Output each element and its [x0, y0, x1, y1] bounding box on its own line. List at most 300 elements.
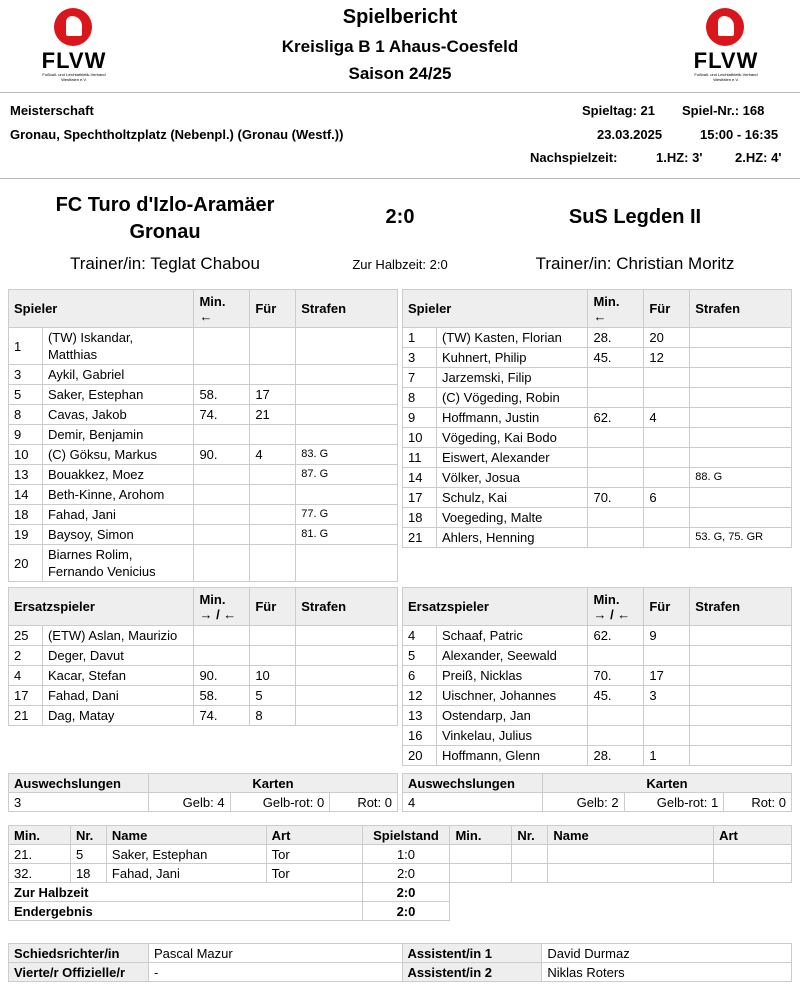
assistant1-name: David Durmaz: [542, 944, 792, 963]
player-name: [42, 485, 194, 505]
cards-header: Karten: [148, 774, 397, 793]
sub-minute: 58.: [194, 686, 250, 706]
penalties: [296, 425, 398, 445]
subs-header: Ersatzspieler: [403, 588, 588, 626]
for-header: Für: [644, 290, 690, 328]
penalties: [690, 646, 792, 666]
player-name-line: Kacar, Stefan: [47, 668, 127, 683]
goal-nr-header: Nr.: [70, 826, 106, 845]
goal-score: 1:0: [362, 845, 450, 864]
player-name: [436, 428, 588, 448]
player-name: [436, 646, 588, 666]
player-row: [403, 726, 792, 746]
sub-for: 17: [644, 666, 690, 686]
player-name: [42, 425, 194, 445]
player-name: [436, 388, 588, 408]
sub-for: 21: [250, 405, 296, 425]
player-name: [436, 508, 588, 528]
penalties: [690, 448, 792, 468]
sub-minute: [588, 368, 644, 388]
penalties-header: Strafen: [690, 588, 792, 626]
halftime-result: 2:0: [362, 883, 450, 902]
player-name: [436, 348, 588, 368]
player-row: [9, 365, 398, 385]
player-row: [9, 686, 398, 706]
goal-away-empty: [512, 845, 548, 864]
player-row: [9, 525, 398, 545]
player-name-line: Kuhnert, Philip: [441, 350, 527, 365]
player-name-line: (C) Göksu, Markus: [47, 447, 158, 462]
sub-minute: [194, 425, 250, 445]
player-number: 3: [9, 365, 43, 385]
away-stats-table: [402, 773, 792, 812]
penalties: [690, 508, 792, 528]
player-name-line: Schulz, Kai: [441, 490, 507, 505]
player-name: [436, 686, 588, 706]
penalties: [296, 485, 398, 505]
goal-score: 2:0: [362, 864, 450, 883]
player-name: [436, 746, 588, 766]
player-row: [403, 626, 792, 646]
player-name-line: (TW) Kasten, Florian: [441, 330, 562, 345]
player-name-line: Beth-Kinne, Arohom: [47, 487, 165, 502]
sub-for: [250, 485, 296, 505]
assistant1-label: Assistent/in 1: [402, 944, 542, 963]
player-number: 8: [9, 405, 43, 425]
match-date: 23.03.2025: [597, 127, 663, 142]
player-number: 9: [403, 408, 437, 428]
sub-minute: 74.: [194, 405, 250, 425]
player-name-line: Hoffmann, Glenn: [441, 748, 540, 763]
player-row: [403, 508, 792, 528]
player-number: 3: [403, 348, 437, 368]
player-name: [436, 468, 588, 488]
player-name-line: Preiß, Nicklas: [441, 668, 523, 683]
sub-minute: [194, 485, 250, 505]
player-name-line: Matthias: [47, 347, 98, 362]
player-row: [9, 328, 398, 365]
competition: Meisterschaft: [10, 103, 94, 118]
player-name-line: Fernando Venicius: [47, 564, 156, 579]
player-row: [403, 488, 792, 508]
penalties: 83. G: [296, 445, 398, 465]
player-number: 1: [403, 328, 437, 348]
player-name-line: (C) Vögeding, Robin: [441, 390, 560, 405]
player-number: 14: [9, 485, 43, 505]
sub-minute: [588, 448, 644, 468]
sub-minute: 90.: [194, 666, 250, 686]
player-name-line: Fahad, Dani: [47, 688, 119, 703]
player-row: [403, 646, 792, 666]
goal-type-header: Art: [266, 826, 362, 845]
player-name-line: Vögeding, Kai Bodo: [441, 430, 557, 445]
final-result: 2:0: [362, 902, 450, 921]
player-name: [42, 545, 194, 582]
sub-for: [644, 448, 690, 468]
penalties: [690, 666, 792, 686]
player-name: [42, 465, 194, 485]
home-subs-table: [8, 587, 398, 726]
sub-for: [250, 365, 296, 385]
player-number: 7: [403, 368, 437, 388]
player-number: 10: [9, 445, 43, 465]
sub-for: 12: [644, 348, 690, 368]
sub-for: 20: [644, 328, 690, 348]
subs-header: Ersatzspieler: [9, 588, 194, 626]
player-row: [9, 485, 398, 505]
player-name-line: Biarnes Rolim,: [47, 547, 133, 562]
player-name-line: Alexander, Seewald: [441, 648, 557, 663]
league-name: Kreisliga B 1 Ahaus-Coesfeld: [281, 37, 519, 56]
sub-for: [644, 646, 690, 666]
final-label: Endergebnis: [9, 902, 363, 921]
player-row: [403, 328, 792, 348]
goal-scorer: Fahad, Jani: [106, 864, 266, 883]
sub-for: [250, 328, 296, 365]
match-time: 15:00 - 16:35: [700, 127, 779, 142]
extra-time-first-half: 1.HZ: 3': [656, 150, 703, 165]
player-name-line: (TW) Iskandar,: [47, 330, 134, 345]
matchday: Spieltag: 21: [582, 103, 655, 118]
player-name-line: Schaaf, Patric: [441, 628, 523, 643]
goal-away-empty: [714, 864, 792, 883]
goal-min-header: Min.: [9, 826, 71, 845]
penalties: 77. G: [296, 505, 398, 525]
player-number: 9: [9, 425, 43, 445]
referee-label: Schiedsrichter/in: [9, 944, 149, 963]
sub-minute: [588, 428, 644, 448]
sub-minute: 70.: [588, 488, 644, 508]
sub-for: [250, 525, 296, 545]
player-row: [403, 666, 792, 686]
sub-minute: [194, 365, 250, 385]
penalties: [690, 726, 792, 746]
player-number: 14: [403, 468, 437, 488]
player-name: [436, 528, 588, 548]
halftime-label: Zur Halbzeit: [9, 883, 363, 902]
yellow-red-cards: Gelb-rot: 1: [624, 793, 724, 812]
away-team-name: SuS Legden II: [568, 206, 702, 228]
sub-minute: [588, 508, 644, 528]
goal-away-empty: [548, 864, 714, 883]
player-name-line: Uischner, Johannes: [441, 688, 557, 703]
substitutions-header: Auswechslungen: [403, 774, 543, 793]
yellow-cards: Gelb: 2: [542, 793, 624, 812]
player-name: [42, 706, 194, 726]
player-number: 25: [9, 626, 43, 646]
player-name-line: Dag, Matay: [47, 708, 115, 723]
player-number: 17: [9, 686, 43, 706]
flvw-logo-right: FLVW Fußball- und Leichtathletik-Verband Westfalen e.V.: [688, 4, 764, 80]
penalties: [690, 626, 792, 646]
player-row: [9, 445, 398, 465]
extra-time-second-half: 2.HZ: 4': [735, 150, 782, 165]
min-header: Min. → / ←: [588, 588, 644, 626]
player-row: [403, 528, 792, 548]
officials-table: [8, 943, 792, 982]
goal-type: Tor: [266, 845, 362, 864]
match-number: Spiel-Nr.: 168: [682, 103, 765, 118]
player-name: [436, 488, 588, 508]
player-row: [9, 405, 398, 425]
substitutions-count: 3: [9, 793, 149, 812]
player-name-line: Ahlers, Henning: [441, 530, 535, 545]
player-row: [9, 646, 398, 666]
goal-type-header-away: Art: [714, 826, 792, 845]
player-name: [42, 445, 194, 465]
player-name: [436, 368, 588, 388]
player-name-line: Vinkelau, Julius: [441, 728, 533, 743]
player-name-line: Deger, Davut: [47, 648, 124, 663]
goal-min-header-away: Min.: [450, 826, 512, 845]
halftime-score: Zur Halbzeit: 2:0: [352, 257, 448, 272]
player-name-line: Ostendarp, Jan: [441, 708, 531, 723]
goal-score-header: Spielstand: [362, 826, 450, 845]
sub-for: [250, 626, 296, 646]
player-name: [42, 525, 194, 545]
players-header: Spieler: [9, 290, 194, 328]
sub-for: 8: [250, 706, 296, 726]
sub-for: [250, 646, 296, 666]
player-row: [403, 746, 792, 766]
away-players-table: [402, 289, 792, 548]
player-number: 21: [9, 706, 43, 726]
penalties: 81. G: [296, 525, 398, 545]
sub-minute: [588, 726, 644, 746]
player-number: 4: [403, 626, 437, 646]
player-name: [42, 385, 194, 405]
player-number: 13: [403, 706, 437, 726]
flvw-logo-left: FLVW Fußball- und Leichtathletik-Verband Westfalen e.V.: [36, 4, 112, 80]
assistant2-name: Niklas Roters: [542, 963, 792, 982]
min-header: Min. → / ←: [194, 588, 250, 626]
sub-for: 1: [644, 746, 690, 766]
sub-for: 10: [250, 666, 296, 686]
player-name: [436, 706, 588, 726]
yellow-red-cards: Gelb-rot: 0: [230, 793, 330, 812]
goal-away-empty: [548, 845, 714, 864]
player-name: [42, 365, 194, 385]
extra-time-label: Nachspielzeit:: [530, 150, 618, 165]
sub-minute: [588, 528, 644, 548]
penalties: [690, 488, 792, 508]
player-number: 5: [9, 385, 43, 405]
player-number: 8: [403, 388, 437, 408]
player-name: [436, 666, 588, 686]
player-row: [9, 545, 398, 582]
sub-minute: [194, 545, 250, 582]
sub-minute: [194, 328, 250, 365]
substitutions-count: 4: [403, 793, 543, 812]
sub-minute: [588, 468, 644, 488]
player-name-line: Voegeding, Malte: [441, 510, 543, 525]
player-name-line: Jarzemski, Filip: [441, 370, 532, 385]
player-row: [403, 368, 792, 388]
players-header: Spieler: [403, 290, 588, 328]
away-subs-table: [402, 587, 792, 766]
goal-minute: 21.: [9, 845, 71, 864]
goal-away-empty: [714, 845, 792, 864]
player-row: [9, 666, 398, 686]
player-name: [42, 405, 194, 425]
sub-minute: 62.: [588, 626, 644, 646]
sub-minute: 70.: [588, 666, 644, 686]
sub-minute: 58.: [194, 385, 250, 405]
penalties: [690, 408, 792, 428]
penalties: [296, 545, 398, 582]
sub-minute: [588, 388, 644, 408]
venue: Gronau, Spechtholtzplatz (Nebenpl.) (Gronau (Westf.)): [10, 127, 344, 142]
player-name: [42, 666, 194, 686]
goal-minute: 32.: [9, 864, 71, 883]
sub-minute: [194, 626, 250, 646]
for-header: Für: [644, 588, 690, 626]
player-name-line: Eiswert, Alexander: [441, 450, 550, 465]
player-name: [42, 626, 194, 646]
sub-for: [250, 505, 296, 525]
penalties: [296, 365, 398, 385]
penalties-header: Strafen: [296, 290, 398, 328]
home-coach: Trainer/in: Teglat Chabou: [70, 254, 260, 273]
sub-minute: [588, 646, 644, 666]
sub-minute: 28.: [588, 328, 644, 348]
goals-table: [8, 825, 792, 921]
sub-for: [644, 508, 690, 528]
sub-minute: [194, 465, 250, 485]
penalties: [690, 686, 792, 706]
player-name-line: Fahad, Jani: [47, 507, 116, 522]
home-stats-table: [8, 773, 398, 812]
penalties: [690, 348, 792, 368]
sub-minute: 28.: [588, 746, 644, 766]
sub-for: 6: [644, 488, 690, 508]
player-name: [42, 328, 194, 365]
sub-minute: 45.: [588, 686, 644, 706]
sub-for: 3: [644, 686, 690, 706]
for-header: Für: [250, 290, 296, 328]
player-row: [9, 505, 398, 525]
player-name: [436, 408, 588, 428]
player-name-line: Bouakkez, Moez: [47, 467, 145, 482]
player-number: 13: [9, 465, 43, 485]
referee-name: Pascal Mazur: [148, 944, 402, 963]
sub-for: [644, 368, 690, 388]
goal-away-empty: [450, 845, 512, 864]
season: Saison 24/25: [348, 64, 452, 83]
player-number: 20: [403, 746, 437, 766]
player-name-line: Völker, Josua: [441, 470, 520, 485]
player-name-line: (ETW) Aslan, Maurizio: [47, 628, 178, 643]
player-name: [42, 505, 194, 525]
player-name: [436, 448, 588, 468]
player-number: 17: [403, 488, 437, 508]
penalties: [690, 388, 792, 408]
player-number: 18: [403, 508, 437, 528]
sub-for: 17: [250, 385, 296, 405]
penalties: [296, 646, 398, 666]
player-name: [436, 328, 588, 348]
penalties: [690, 328, 792, 348]
player-row: [9, 385, 398, 405]
penalties: [690, 428, 792, 448]
goal-scorer: Saker, Estephan: [106, 845, 266, 864]
player-number: 11: [403, 448, 437, 468]
sub-minute: [194, 525, 250, 545]
player-row: [403, 428, 792, 448]
goal-name-header-away: Name: [548, 826, 714, 845]
sub-minute: 62.: [588, 408, 644, 428]
player-row: [403, 468, 792, 488]
yellow-cards: Gelb: 4: [148, 793, 230, 812]
penalties: [296, 666, 398, 686]
goal-number: 5: [70, 845, 106, 864]
penalties: [296, 385, 398, 405]
penalties: [690, 706, 792, 726]
player-name: [436, 726, 588, 746]
player-name: [42, 686, 194, 706]
player-row: [403, 388, 792, 408]
sub-for: [250, 425, 296, 445]
goal-row: [9, 864, 792, 883]
penalties: [296, 405, 398, 425]
sub-minute: 45.: [588, 348, 644, 368]
penalties: 88. G: [690, 468, 792, 488]
min-header: Min. ←: [194, 290, 250, 328]
player-name-line: Saker, Estephan: [47, 387, 144, 402]
player-number: 2: [9, 646, 43, 666]
player-number: 21: [403, 528, 437, 548]
player-name-line: Baysoy, Simon: [47, 527, 134, 542]
goal-name-header: Name: [106, 826, 266, 845]
player-number: 4: [9, 666, 43, 686]
goal-row: [9, 845, 792, 864]
min-header: Min. ←: [588, 290, 644, 328]
sub-for: 9: [644, 626, 690, 646]
player-number: 19: [9, 525, 43, 545]
substitutions-header: Auswechslungen: [9, 774, 149, 793]
sub-minute: [194, 505, 250, 525]
sub-for: 5: [250, 686, 296, 706]
player-row: [403, 448, 792, 468]
sub-for: [644, 528, 690, 548]
penalties: 87. G: [296, 465, 398, 485]
player-row: [403, 706, 792, 726]
sub-for: 4: [644, 408, 690, 428]
penalties: [296, 626, 398, 646]
final-score: 2:0: [385, 206, 415, 228]
cards-header: Karten: [542, 774, 791, 793]
player-name-line: Aykil, Gabriel: [47, 367, 125, 382]
goal-number: 18: [70, 864, 106, 883]
player-row: [9, 425, 398, 445]
fourth-official-label: Vierte/r Offizielle/r: [9, 963, 149, 982]
player-number: 20: [9, 545, 43, 582]
penalties: [296, 686, 398, 706]
player-row: [403, 408, 792, 428]
goal-away-empty: [512, 864, 548, 883]
report-title: Spielbericht: [342, 6, 458, 28]
fourth-official-name: -: [148, 963, 402, 982]
penalties: [296, 328, 398, 365]
player-row: [9, 706, 398, 726]
sub-for: [250, 465, 296, 485]
away-coach: Trainer/in: Christian Moritz: [535, 254, 735, 273]
sub-for: [644, 726, 690, 746]
player-row: [9, 465, 398, 485]
player-name: [436, 626, 588, 646]
goal-type: Tor: [266, 864, 362, 883]
penalties: [690, 746, 792, 766]
